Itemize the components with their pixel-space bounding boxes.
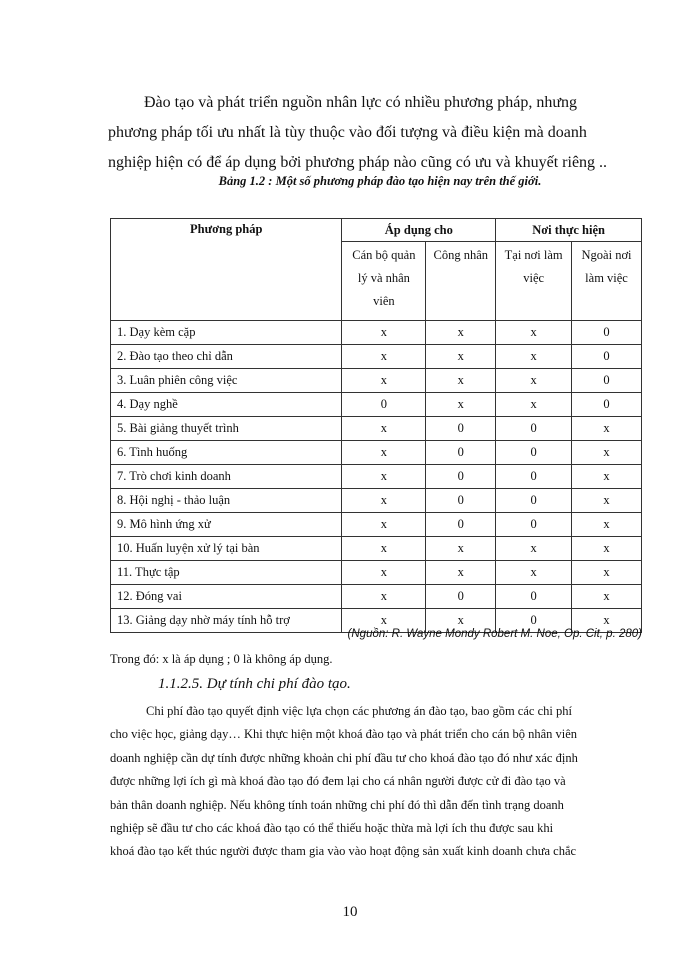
paragraph-line: cho việc học, giảng dạy… Khi thực hiện một khoá đào tạo và phát triển cho cán bộ nhân viên <box>110 727 578 742</box>
cell-off-work: 0 <box>572 393 642 417</box>
cell-method: 6. Tình huống <box>111 441 342 465</box>
cell-at-work: x <box>496 561 572 585</box>
cell-workers: 0 <box>426 585 496 609</box>
cell-managers: 0 <box>342 393 426 417</box>
cell-managers: x <box>342 489 426 513</box>
table-row <box>111 513 642 537</box>
cell-workers: x <box>426 561 496 585</box>
cell-method: 13. Giảng dạy nhờ máy tính hỗ trợ <box>111 609 342 633</box>
cell-method: 12. Đóng vai <box>111 585 342 609</box>
cell-off-work: 0 <box>572 321 642 345</box>
cell-workers: x <box>426 537 496 561</box>
header-workers: Công nhân <box>426 242 496 321</box>
page-number: 10 <box>342 904 358 920</box>
cell-off-work: x <box>572 489 642 513</box>
cell-at-work: 0 <box>496 465 572 489</box>
cell-managers: x <box>342 345 426 369</box>
cell-workers: 0 <box>426 513 496 537</box>
cell-workers: x <box>426 369 496 393</box>
paragraph-line: Chi phí đào tạo quyết định việc lựa chọn các phương án đào tạo, bao gồm các chi phí <box>146 704 572 718</box>
section-paragraph <box>110 700 642 864</box>
cell-method: 3. Luân phiên công việc <box>111 369 342 393</box>
header-location: Nơi thực hiện <box>496 219 642 242</box>
table-row <box>111 417 642 441</box>
header-applied-for: Áp dụng cho <box>342 219 496 242</box>
cell-off-work: x <box>572 585 642 609</box>
header-method: Phương pháp <box>111 219 342 321</box>
cell-managers: x <box>342 585 426 609</box>
table-row <box>111 561 642 585</box>
cell-at-work: x <box>496 537 572 561</box>
paragraph-line: được những lợi ích gì mà khoá đào tạo đó đem lại cho cá nhân người được cử đi đào tạo và <box>110 774 566 789</box>
cell-method: 2. Đào tạo theo chỉ dẫn <box>111 345 342 369</box>
cell-managers: x <box>342 465 426 489</box>
cell-at-work: 0 <box>496 513 572 537</box>
table-row <box>111 465 642 489</box>
table-caption: Bảng 1.2 : Một số phương pháp đào tạo hiện nay trên thế giới. <box>218 174 542 188</box>
training-methods-table <box>110 218 642 633</box>
cell-managers: x <box>342 369 426 393</box>
cell-off-work: x <box>572 441 642 465</box>
intro-line: nghiệp hiện có để áp dụng bởi phương pháp nào cũng có ưu và khuyết riêng .. <box>108 154 608 171</box>
cell-method: 7. Trò chơi kinh doanh <box>111 465 342 489</box>
header-managers: Cán bộ quản lý và nhân viên <box>342 242 426 321</box>
paragraph-line: doanh nghiệp cần dự tính được những khoản chi phí đầu tư cho khoá đào tạo đó như xác định <box>110 750 578 765</box>
header-at-work: Tại nơi làm việc <box>496 242 572 321</box>
cell-off-work: x <box>572 513 642 537</box>
cell-off-work: x <box>572 609 642 633</box>
cell-workers: x <box>426 609 496 633</box>
cell-managers: x <box>342 561 426 585</box>
cell-method: 10. Huấn luyện xử lý tại bàn <box>111 537 342 561</box>
cell-at-work: 0 <box>496 441 572 465</box>
table-body <box>111 321 642 633</box>
table-row <box>111 369 642 393</box>
cell-workers: 0 <box>426 489 496 513</box>
table-row <box>111 585 642 609</box>
cell-managers: x <box>342 513 426 537</box>
cell-method: 8. Hội nghị - thảo luận <box>111 489 342 513</box>
cell-managers: x <box>342 417 426 441</box>
cell-managers: x <box>342 441 426 465</box>
paragraph-line: bản thân doanh nghiệp. Nếu không tính toán những chi phí đó thì dẫn đến tình trạng doanh <box>110 797 564 812</box>
cell-at-work: x <box>496 369 572 393</box>
intro-line: phương pháp tối ưu nhất là tùy thuộc vào đối tượng và điều kiện mà doanh <box>108 124 587 141</box>
cell-method: 5. Bài giảng thuyết trình <box>111 417 342 441</box>
cell-method: 1. Dạy kèm cặp <box>111 321 342 345</box>
intro-line: Đào tạo và phát triển nguồn nhân lực có nhiều phương pháp, nhưng <box>144 94 578 111</box>
paragraph-line: nghiệp sẽ đầu tư cho các khoá đào tạo có thể thiếu hoặc thừa mà lợi ích thu được sau khi <box>110 821 554 836</box>
table-legend: Trong đó: x là áp dụng ; 0 là không áp dụng. <box>110 652 333 666</box>
header-off-work: Ngoài nơi làm việc <box>572 242 642 321</box>
table-row <box>111 393 642 417</box>
cell-at-work: 0 <box>496 489 572 513</box>
table-row <box>111 321 642 345</box>
paragraph-line: khoá đào tạo kết thúc người được tham gia vào vào hoạt động sản xuất kinh doanh chưa chắc <box>110 844 577 859</box>
cell-workers: x <box>426 393 496 417</box>
cell-workers: 0 <box>426 441 496 465</box>
table-row <box>111 345 642 369</box>
cell-at-work: 0 <box>496 417 572 441</box>
cell-off-work: x <box>572 417 642 441</box>
cell-workers: x <box>426 345 496 369</box>
intro-paragraph <box>108 88 648 178</box>
table-source: (Nguồn: R. Wayne Mondy Robert M. Noe, Op. Cit, p. 280) <box>347 628 642 640</box>
cell-at-work: x <box>496 393 572 417</box>
section-heading: 1.1.2.5. Dự tính chi phí đào tạo. <box>158 676 351 692</box>
table-row <box>111 441 642 465</box>
cell-managers: x <box>342 321 426 345</box>
cell-workers: 0 <box>426 465 496 489</box>
table-row <box>111 489 642 513</box>
cell-off-work: x <box>572 465 642 489</box>
cell-managers: x <box>342 609 426 633</box>
cell-method: 9. Mô hình ứng xử <box>111 513 342 537</box>
cell-workers: 0 <box>426 417 496 441</box>
cell-off-work: 0 <box>572 345 642 369</box>
table-row <box>111 537 642 561</box>
cell-at-work: 0 <box>496 585 572 609</box>
cell-method: 4. Dạy nghề <box>111 393 342 417</box>
cell-managers: x <box>342 537 426 561</box>
cell-off-work: 0 <box>572 369 642 393</box>
cell-at-work: x <box>496 321 572 345</box>
cell-at-work: 0 <box>496 609 572 633</box>
cell-off-work: x <box>572 537 642 561</box>
cell-method: 11. Thực tập <box>111 561 342 585</box>
cell-workers: x <box>426 321 496 345</box>
cell-off-work: x <box>572 561 642 585</box>
cell-at-work: x <box>496 345 572 369</box>
